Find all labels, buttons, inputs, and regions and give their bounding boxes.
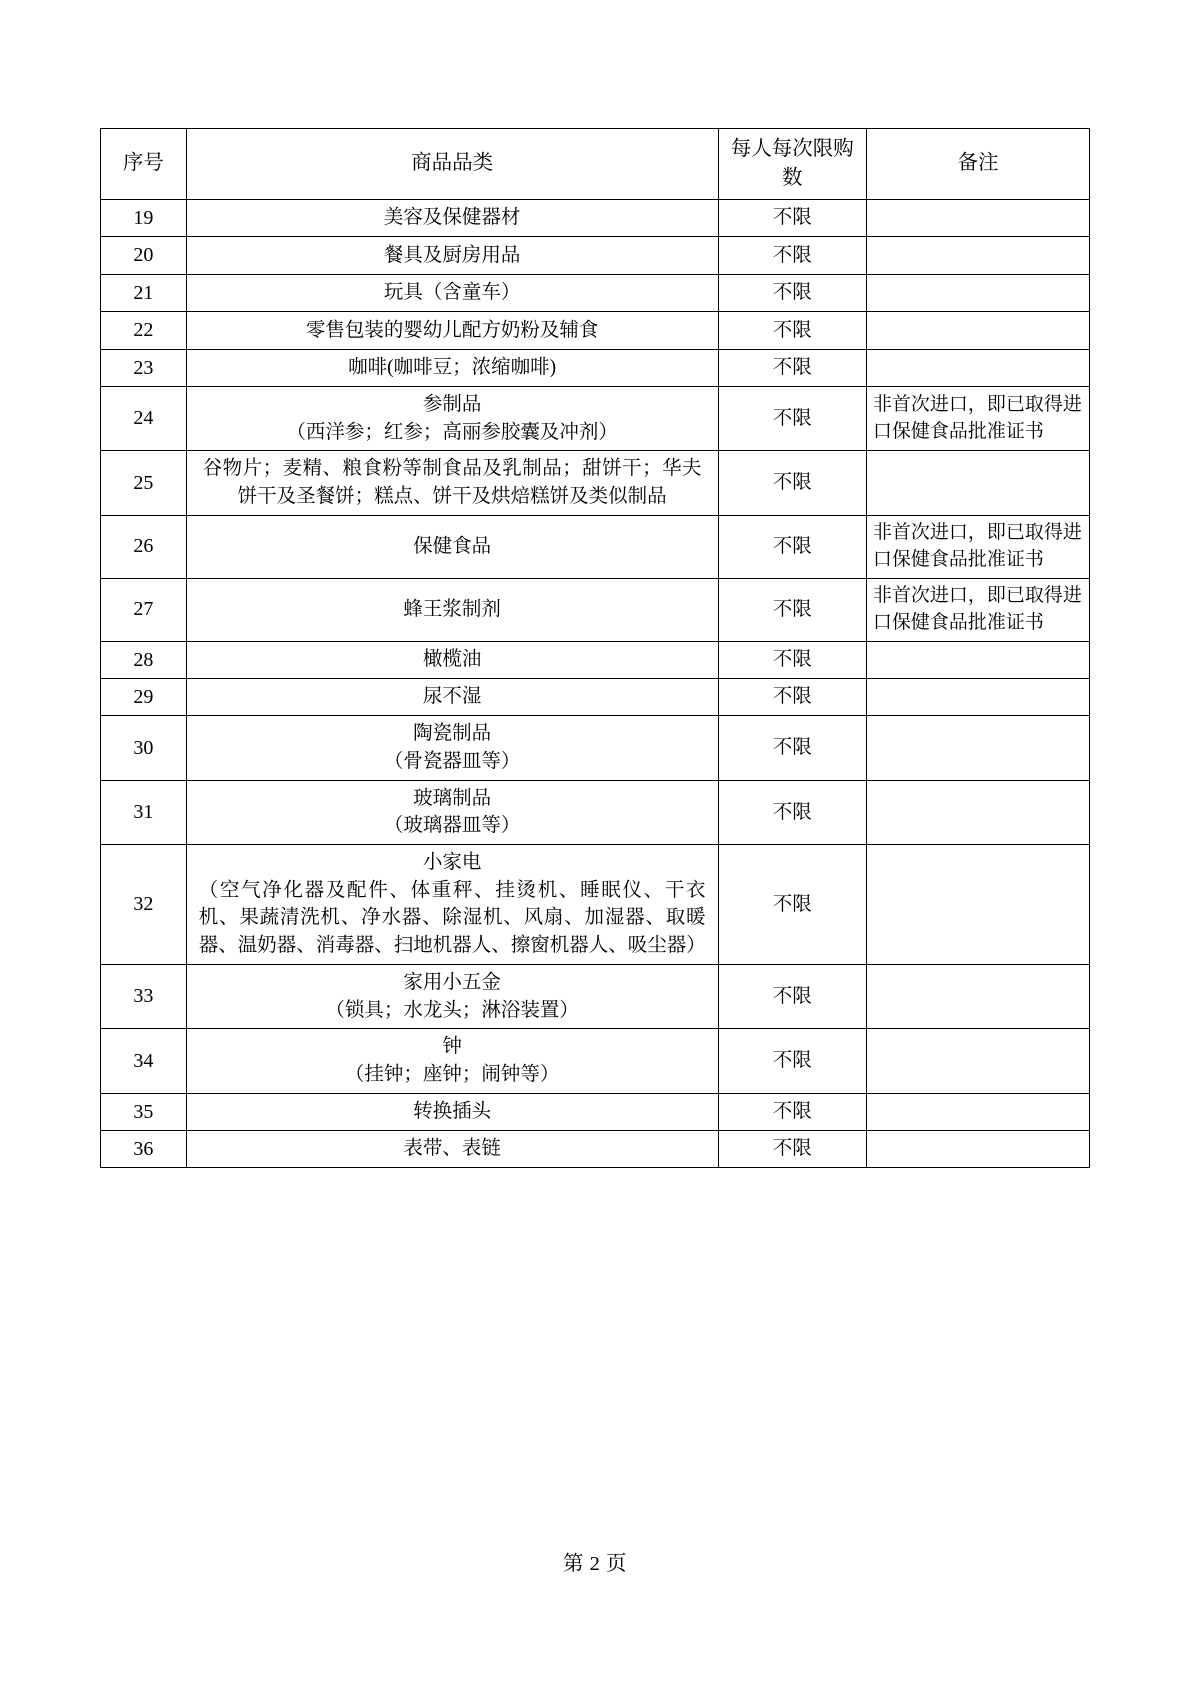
cell-category-line: 蜂王浆制剂: [403, 598, 501, 620]
table-row: [101, 641, 1090, 678]
cell-category: [186, 578, 718, 641]
cell-limit: 不限: [718, 716, 866, 780]
cell-category: [186, 451, 718, 515]
cell-remark: [866, 237, 1089, 274]
page-footer: 第 2 页: [563, 1553, 627, 1575]
cell-seq: 30: [101, 716, 187, 780]
table-row: [101, 964, 1090, 1028]
table-row: [101, 386, 1090, 450]
table-row: [101, 716, 1090, 780]
cell-limit: 不限: [718, 274, 866, 311]
cell-category: [186, 312, 718, 349]
table-row: [101, 1093, 1090, 1130]
cell-limit: 不限: [718, 578, 866, 641]
cell-limit: 不限: [718, 1093, 866, 1130]
cell-limit: 不限: [718, 200, 866, 237]
cell-category-line: 表带、表链: [403, 1138, 501, 1160]
cell-seq: 19: [101, 200, 187, 237]
table-header-row: [101, 129, 1090, 200]
cell-limit: 不限: [718, 1131, 866, 1168]
cell-category: [186, 349, 718, 386]
cell-seq: 26: [101, 515, 187, 578]
cell-category: [186, 780, 718, 844]
goods-limit-table: [100, 128, 1090, 1168]
cell-seq: 34: [101, 1029, 187, 1093]
column-header-seq: 序号: [101, 129, 187, 200]
cell-category-line: 转换插头: [413, 1100, 492, 1122]
table-row: [101, 678, 1090, 715]
cell-seq: 31: [101, 780, 187, 844]
table-body: [101, 200, 1090, 1168]
cell-seq: 29: [101, 678, 187, 715]
cell-category: [186, 515, 718, 578]
cell-seq: 21: [101, 274, 187, 311]
cell-remark: [866, 964, 1089, 1028]
cell-remark: [866, 1093, 1089, 1130]
cell-category: [186, 845, 718, 965]
cell-limit: 不限: [718, 678, 866, 715]
cell-seq: 33: [101, 964, 187, 1028]
table-row: [101, 237, 1090, 274]
cell-category-line: （骨瓷器皿等）: [383, 751, 521, 773]
cell-limit: 不限: [718, 845, 866, 965]
cell-category-line: 保健食品: [413, 535, 492, 557]
cell-category-line: （玻璃器皿等）: [383, 815, 521, 837]
cell-remark: [866, 678, 1089, 715]
cell-category: [186, 678, 718, 715]
cell-limit: 不限: [718, 237, 866, 274]
cell-remark: 非首次进口，即已取得进口保健食品批准证书: [866, 386, 1089, 450]
table-row: [101, 1029, 1090, 1093]
cell-seq: 28: [101, 641, 187, 678]
cell-limit: 不限: [718, 515, 866, 578]
table-row: [101, 845, 1090, 965]
cell-category: [186, 386, 718, 450]
cell-category-line: （锁具；水龙头；淋浴装置）: [325, 999, 579, 1021]
cell-seq: 24: [101, 386, 187, 450]
cell-category-line: 美容及保健器材: [383, 207, 521, 229]
cell-category-line: （西洋参；红参；高丽参胶囊及冲剂）: [286, 421, 618, 443]
cell-remark: [866, 1131, 1089, 1168]
table-row: [101, 780, 1090, 844]
cell-seq: 23: [101, 349, 187, 386]
cell-remark: [866, 845, 1089, 965]
cell-category: [186, 237, 718, 274]
cell-seq: 25: [101, 451, 187, 515]
cell-category: [186, 274, 718, 311]
cell-seq: 32: [101, 845, 187, 965]
table-row: [101, 1131, 1090, 1168]
cell-category: [186, 1093, 718, 1130]
table-row: [101, 274, 1090, 311]
cell-remark: [866, 641, 1089, 678]
cell-category-line: （挂钟；座钟；闹钟等）: [344, 1063, 560, 1085]
cell-remark: [866, 200, 1089, 237]
table-row: [101, 451, 1090, 515]
cell-limit: 不限: [718, 641, 866, 678]
table-row: [101, 578, 1090, 641]
cell-limit: 不限: [718, 780, 866, 844]
cell-category: [186, 964, 718, 1028]
cell-category-line: 家用小五金: [403, 971, 501, 993]
cell-remark: [866, 312, 1089, 349]
cell-category-line: 谷物片；麦精、粮食粉等制食品及乳制品；甜饼干；华夫饼干及圣餐饼；糕点、饼干及烘焙糕饼及类似制品: [202, 458, 702, 508]
cell-remark: [866, 451, 1089, 515]
cell-seq: 27: [101, 578, 187, 641]
cell-category-line: 尿不湿: [422, 686, 482, 708]
column-header-limit: 每人每次限购数: [718, 129, 866, 200]
cell-remark: [866, 716, 1089, 780]
cell-category: [186, 641, 718, 678]
cell-limit: 不限: [718, 451, 866, 515]
cell-remark: [866, 1029, 1089, 1093]
table-row: [101, 200, 1090, 237]
cell-remark: [866, 349, 1089, 386]
cell-seq: 20: [101, 237, 187, 274]
cell-category-line: 小家电: [422, 852, 482, 874]
column-header-category: 商品品类: [186, 129, 718, 200]
cell-category: [186, 1029, 718, 1093]
cell-limit: 不限: [718, 312, 866, 349]
cell-category: [186, 716, 718, 780]
table-header: [101, 129, 1090, 200]
cell-limit: 不限: [718, 386, 866, 450]
cell-seq: 35: [101, 1093, 187, 1130]
cell-category-line: 玻璃制品: [413, 787, 492, 809]
cell-limit: 不限: [718, 964, 866, 1028]
cell-category-line: 餐具及厨房用品: [383, 244, 521, 266]
cell-category-line: 橄榄油: [422, 648, 482, 670]
cell-limit: 不限: [718, 349, 866, 386]
cell-seq: 36: [101, 1131, 187, 1168]
cell-remark: 非首次进口，即已取得进口保健食品批准证书: [866, 515, 1089, 578]
cell-category-line: 参制品: [422, 393, 482, 415]
column-header-remark: 备注: [866, 129, 1089, 200]
cell-category: [186, 1131, 718, 1168]
cell-category-line: 钟: [442, 1036, 462, 1058]
table-row: [101, 349, 1090, 386]
cell-category-line: 咖啡(咖啡豆；浓缩咖啡): [348, 356, 557, 378]
cell-category: [186, 200, 718, 237]
cell-limit: 不限: [718, 1029, 866, 1093]
cell-category-line: （空气净化器及配件、体重秤、挂烫机、睡眠仪、干衣机、果蔬清洗机、净水器、除湿机、风扇、加湿器、取暖器、温奶器、消毒器、扫地机器人、擦窗机器人、吸尘器）: [198, 879, 706, 957]
cell-category-line: 零售包装的婴幼儿配方奶粉及辅食: [305, 319, 599, 341]
cell-seq: 22: [101, 312, 187, 349]
table-row: [101, 312, 1090, 349]
cell-remark: [866, 274, 1089, 311]
cell-category-line: 玩具（含童车）: [383, 282, 521, 304]
cell-remark: 非首次进口，即已取得进口保健食品批准证书: [866, 578, 1089, 641]
table-row: [101, 515, 1090, 578]
cell-category-line: 陶瓷制品: [413, 723, 492, 745]
cell-remark: [866, 780, 1089, 844]
